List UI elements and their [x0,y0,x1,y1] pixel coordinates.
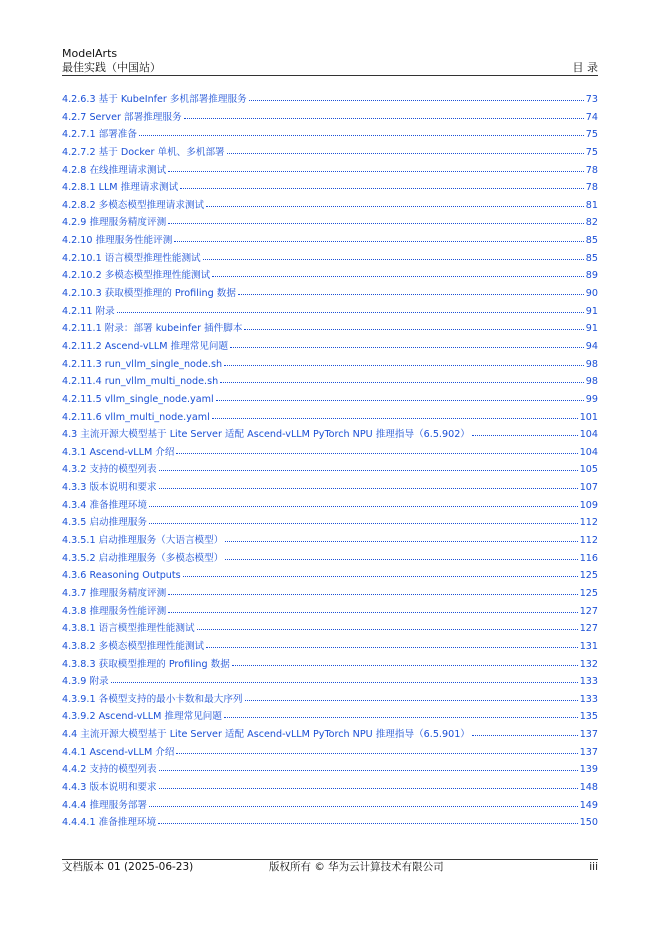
toc-entry[interactable] [62,126,598,144]
toc-leader-dots [139,126,584,136]
toc-entry[interactable] [62,779,598,797]
toc-leader-dots [168,162,584,172]
toc-entry[interactable] [62,162,598,180]
toc-entry-page[interactable]: 104 [579,446,598,458]
toc-entry-page[interactable]: 137 [579,746,598,758]
toc-entry[interactable] [62,91,598,109]
toc-entry-title[interactable]: 4.2.10.3 获取模型推理的 Profiling 数据 [62,288,236,300]
toc-entry-title[interactable]: 4.2.6.3 基于 KubeInfer 多机部署推理服务 [62,94,247,105]
toc-leader-dots [159,779,578,789]
toc-leader-dots [225,532,577,542]
toc-entry-title[interactable]: 4.3.1 Ascend-vLLM 介绍 [62,446,175,458]
toc-entry-page[interactable]: 75 [585,129,598,141]
toc-entry-page[interactable]: 94 [585,340,598,352]
toc-entry-page[interactable]: 109 [579,499,598,511]
toc-entry-title[interactable]: 4.2.11.1 附录：部署 kubeinfer 插件脚本 [62,323,243,335]
toc-leader-dots [225,550,577,560]
toc-entry[interactable] [62,620,598,638]
toc-leader-dots [206,197,584,207]
toc-entry-title[interactable]: 4.4.2 支持的模型列表 [62,764,157,776]
toc-leader-dots [227,144,584,154]
toc-entry-page[interactable]: 85 [585,252,598,264]
toc-entry[interactable] [62,797,598,815]
toc-leader-dots [111,673,578,683]
toc-entry-title[interactable]: 4.2.11.3 run_vllm_single_node.sh [62,358,223,370]
copyright-notice: 版权所有 © 华为云计算技术有限公司 [269,861,444,873]
toc-leader-dots [180,179,584,189]
toc-entry-title[interactable]: 4.2.8.2 多模态模型推理请求测试 [62,199,205,211]
toc-entry[interactable] [62,303,598,321]
toc-entry-page[interactable]: 73 [585,94,598,105]
toc-leader-dots [168,603,577,613]
toc-entry[interactable] [62,673,598,691]
toc-entry[interactable] [62,514,598,532]
toc-entry-page[interactable]: 127 [579,623,598,635]
toc-entry[interactable] [62,638,598,656]
toc-entry-page[interactable]: 112 [579,535,598,547]
toc-entry-title[interactable]: 4.3.9 附录 [62,676,109,688]
toc-leader-dots [117,303,584,313]
toc-entry-page[interactable]: 98 [585,376,598,388]
toc-entry-page[interactable]: 90 [585,288,598,300]
toc-entry-page[interactable]: 91 [585,305,598,317]
toc-entry-page[interactable]: 101 [579,411,598,423]
toc-entry-title[interactable]: 4.3.8.3 获取模型推理的 Profiling 数据 [62,658,230,670]
toc-leader-dots [244,320,583,330]
toc-entry[interactable] [62,109,598,127]
toc-leader-dots [176,444,577,454]
toc-entry-title[interactable]: 4.4.1 Ascend-vLLM 介绍 [62,746,175,758]
toc-entry-page[interactable]: 131 [579,640,598,652]
toc-entry-page[interactable]: 112 [579,517,598,529]
toc-entry-page[interactable]: 85 [585,235,598,247]
toc-entry-title[interactable]: 4.4.4.1 准备推理环境 [62,817,157,829]
toc-leader-dots [159,761,578,771]
toc-entry-title[interactable]: 4.2.8 在线推理请求测试 [62,164,167,176]
toc-entry-title[interactable]: 4.3.5.1 启动推理服务（大语言模型） [62,535,224,547]
toc-entry[interactable] [62,232,598,250]
toc-entry-title[interactable]: 4.3.5.2 启动推理服务（多模态模型） [62,552,224,564]
toc-leader-dots [212,409,578,419]
toc-entry[interactable] [62,285,598,303]
toc-entry[interactable] [62,426,598,444]
toc-entry-page[interactable]: 148 [579,781,598,793]
toc-entry-page[interactable]: 91 [585,323,598,335]
toc-entry-title[interactable]: 4.3.8 推理服务性能评测 [62,605,167,617]
toc-entry[interactable] [62,214,598,232]
toc-entry-title[interactable]: 4.2.11.5 vllm_single_node.yaml [62,393,214,405]
toc-entry[interactable] [62,761,598,779]
toc-entry-title[interactable]: 4.2.8.1 LLM 推理请求测试 [62,182,179,194]
toc-entry-title[interactable]: 4.3.8.1 语言模型推理性能测试 [62,623,195,635]
toc-entry[interactable] [62,814,598,832]
toc-leader-dots [183,567,578,577]
toc-leader-dots [472,426,578,436]
toc-entry[interactable] [62,409,598,427]
toc-entry-title[interactable]: 4.2.7 Server 部署推理服务 [62,111,182,123]
toc-entry-title[interactable]: 4.3.2 支持的模型列表 [62,464,157,476]
toc-entry-title[interactable]: 4.3.9.1 各模型支持的最小卡数和最大序列 [62,693,243,705]
toc-entry[interactable] [62,144,598,162]
toc-entry[interactable] [62,267,598,285]
page-number: iii [589,861,598,873]
toc-leader-dots [238,285,584,295]
toc-entry-page[interactable]: 150 [579,817,598,829]
toc-entry-title[interactable]: 4.3.4 准备推理环境 [62,499,148,511]
toc-leader-dots [174,232,583,242]
toc-entry[interactable] [62,320,598,338]
toc-entry[interactable] [62,691,598,709]
toc-entry-title[interactable]: 4.3.5 启动推理服务 [62,517,148,529]
toc-leader-dots [149,497,578,507]
toc-entry[interactable] [62,461,598,479]
toc-entry-title[interactable]: 4.2.10.1 语言模型推理性能测试 [62,252,201,264]
toc-entry-title[interactable]: 4.4 主流开源大模型基于 Lite Server 适配 Ascend-vLLM PyTorch NPU 推理指导（6.5.901） [62,729,470,741]
toc-leader-dots [245,691,578,701]
toc-entry[interactable] [62,603,598,621]
page-footer [62,860,598,874]
toc-entry[interactable] [62,391,598,409]
toc-entry-page[interactable]: 82 [585,217,598,229]
toc-entry-title[interactable]: 4.3 主流开源大模型基于 Lite Server 适配 Ascend-vLLM PyTorch NPU 推理指导（6.5.902） [62,429,470,441]
toc-entry-page[interactable]: 105 [579,464,598,476]
toc-entry[interactable] [62,338,598,356]
toc-entry-title[interactable]: 4.2.11.4 run_vllm_multi_node.sh [62,376,219,388]
toc-entry[interactable] [62,179,598,197]
toc-entry-title[interactable]: 4.2.11.6 vllm_multi_node.yaml [62,411,210,423]
toc-entry-page[interactable]: 89 [585,270,598,282]
toc-entry-page[interactable]: 98 [585,358,598,370]
toc-leader-dots [212,267,584,277]
guide-title: 最佳实践（中国站） [62,61,161,74]
toc-entry[interactable] [62,250,598,268]
toc-entry[interactable] [62,708,598,726]
toc-entry[interactable] [62,656,598,674]
toc-entry[interactable] [62,726,598,744]
toc-entry-page[interactable]: 149 [579,799,598,811]
toc-entry-title[interactable]: 4.2.7.1 部署准备 [62,129,137,141]
toc-entry-page[interactable]: 125 [579,587,598,599]
toc-entry-page[interactable]: 137 [579,729,598,741]
toc-entry[interactable] [62,479,598,497]
product-name: ModelArts [62,47,118,60]
toc-entry-title[interactable]: 4.4.3 版本说明和要求 [62,781,157,793]
toc-entry[interactable] [62,497,598,515]
toc-leader-dots [472,726,578,736]
toc-leader-dots [168,214,584,224]
toc-entry[interactable] [62,744,598,762]
toc-entry-page[interactable]: 99 [585,393,598,405]
toc-entry[interactable] [62,373,598,391]
toc-entry-title[interactable]: 4.2.9 推理服务精度评测 [62,217,167,229]
toc-entry[interactable] [62,356,598,374]
toc-leader-dots [249,91,584,101]
toc-entry-page[interactable]: 107 [579,482,598,494]
toc-leader-dots [203,250,584,260]
toc-leader-dots [168,585,577,595]
toc-leader-dots [158,814,578,824]
toc-leader-dots [149,797,578,807]
toc-entry-page[interactable]: 78 [585,164,598,176]
toc-entry-page[interactable]: 135 [579,711,598,723]
toc-leader-dots [149,514,578,524]
toc-entry-page[interactable]: 74 [585,111,598,123]
toc-entry-page[interactable]: 116 [579,552,598,564]
toc-entry[interactable] [62,197,598,215]
toc-leader-dots [230,338,584,348]
toc-entry-title[interactable]: 4.3.8.2 多模态模型推理性能测试 [62,640,205,652]
toc-entry-page[interactable]: 133 [579,676,598,688]
toc-leader-dots [176,744,577,754]
toc-entry-page[interactable]: 78 [585,182,598,194]
toc-leader-dots [232,656,578,666]
page-header [62,47,598,75]
toc-entry-title[interactable]: 4.2.10 推理服务性能评测 [62,235,173,247]
document-version: 文档版本 01 (2025-06-23) [62,861,194,873]
toc-entry-title[interactable]: 4.3.9.2 Ascend-vLLM 推理常见问题 [62,711,222,723]
toc-leader-dots [220,373,584,383]
toc-entry-page[interactable]: 81 [585,199,598,211]
toc-leader-dots [159,479,578,489]
toc-entry-page[interactable]: 127 [579,605,598,617]
toc-entry-page[interactable]: 139 [579,764,598,776]
toc-leader-dots [197,620,578,630]
toc-leader-dots [159,461,578,471]
toc-entry-page[interactable]: 75 [585,146,598,158]
toc-entry-title[interactable]: 4.3.7 推理服务精度评测 [62,587,167,599]
toc-entry-title[interactable]: 4.4.4 推理服务部署 [62,799,148,811]
toc-entry-page[interactable]: 125 [579,570,598,582]
toc-leader-dots [224,356,584,366]
toc-entry-title[interactable]: 4.2.11 附录 [62,305,115,317]
toc-leader-dots [216,391,584,401]
toc-entry-title[interactable]: 4.3.6 Reasoning Outputs [62,570,181,582]
toc-leader-dots [184,109,584,119]
toc-leader-dots [224,708,578,718]
toc-entry-page[interactable]: 133 [579,693,598,705]
toc-leader-dots [206,638,578,648]
toc-entry-page[interactable]: 132 [579,658,598,670]
table-of-contents [62,91,598,832]
toc-entry[interactable] [62,532,598,550]
toc-entry-title[interactable]: 4.2.7.2 基于 Docker 单机、多机部署 [62,146,225,158]
toc-entry-title[interactable]: 4.2.11.2 Ascend-vLLM 推理常见问题 [62,340,229,352]
toc-entry[interactable] [62,550,598,568]
toc-entry-page[interactable]: 104 [579,429,598,441]
section-title: 目 录 [572,61,598,74]
toc-entry[interactable] [62,567,598,585]
header-divider [62,75,598,76]
toc-entry-title[interactable]: 4.2.10.2 多模态模型推理性能测试 [62,270,211,282]
toc-entry-title[interactable]: 4.3.3 版本说明和要求 [62,482,157,494]
toc-entry[interactable] [62,585,598,603]
toc-entry[interactable] [62,444,598,462]
